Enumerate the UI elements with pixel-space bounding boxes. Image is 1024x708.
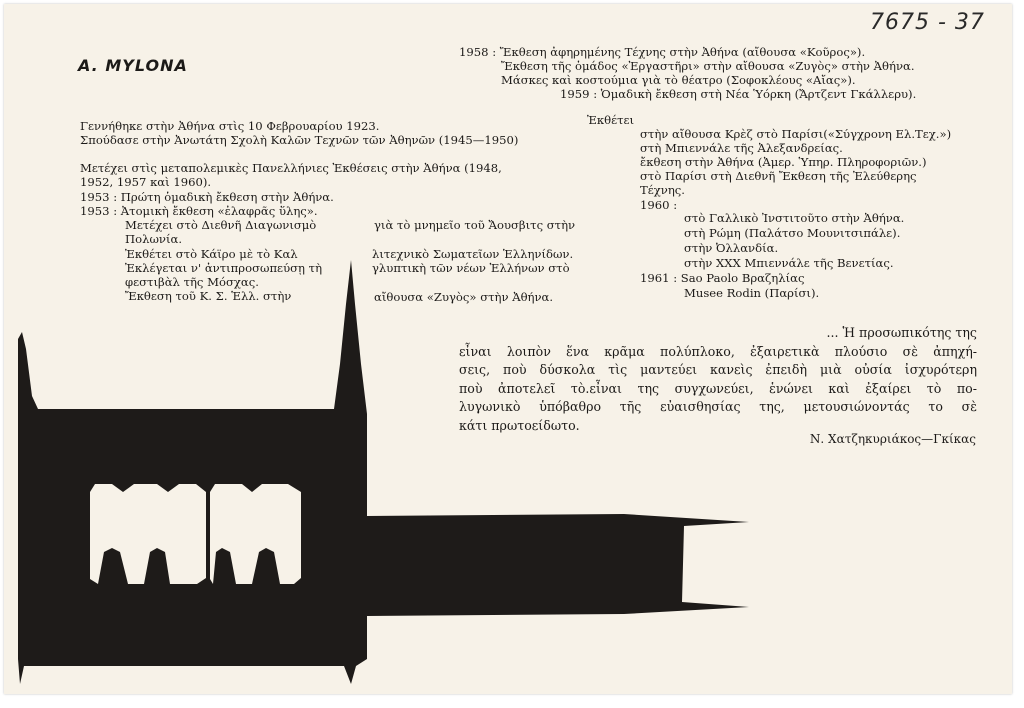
right-col-line: Musee Rodin (Παρίσι). <box>684 286 820 300</box>
left-col-line: λιτεχνικὸ Σωματεῖων Ἑλληνίδων. <box>372 247 574 261</box>
catalog-page <box>4 4 1012 694</box>
right-col-line: στὴ Ρώμη (Παλάτσο Μουνιτσιπάλε). <box>684 226 901 240</box>
right-col-line: στὸ Γαλλικὸ Ἰνστιτοῦτο στὴν Ἀθήνα. <box>684 211 905 225</box>
artist-name: A. MYLONA <box>78 56 188 75</box>
essay-line: κάτι πρωτοείδωτο. <box>459 417 580 433</box>
right-col-line: στὴν αἴθουσα Κρὲζ στὸ Παρίσι(«Σύγχρονη Ελ.Τεχ.») <box>640 127 952 141</box>
left-col-line: Ἐκθέτει στὸ Κάϊρο μὲ τὸ Καλ <box>125 247 298 261</box>
right-col-line: Μάσκες καὶ κοστούμια γιὰ τὸ θέατρο (Σοφοκλέους «Αἴας»). <box>501 73 856 87</box>
essay-line: εἶναι λοιπὸν ἕνα κρᾶμα πολύπλοκο, ἐξαιρετικὰ πλούσιο σὲ ἀπηχή- <box>459 343 977 359</box>
handwritten-note: 7675 - 37 <box>870 10 985 35</box>
right-col-line: στὴν XXX Μπιεννάλε τῆς Βενετίας. <box>684 256 894 270</box>
left-col-line: γλυπτικὴ τῶν νέων Ἑλλήνων στὸ <box>372 261 570 275</box>
left-col-line: 1953 : Πρώτη ὁμαδικὴ ἔκθεση στὴν Ἀθήνα. <box>80 190 334 204</box>
left-col-line: Μετέχει στὶς μεταπολεμικὲς Πανελλήνιες Ἐκθέσεις στὴν Ἀθήνα (1948, <box>80 161 502 175</box>
left-col-line: Σπούδασε στὴν Ἀνωτάτη Σχολὴ Καλῶν Τεχνῶν τῶν Ἀθηνῶν (1945—1950) <box>80 133 519 147</box>
right-col-line: Ἐκθέτει <box>587 113 635 127</box>
left-col-line: Πολωνία. <box>125 232 183 246</box>
left-col-line: Ἐκλέγεται ν' ἀντιπροσωπεύσῃ τὴ <box>125 261 323 275</box>
right-col-line: ἔκθεση στὴν Ἀθήνα (Ἀμερ. Ὑπηρ. Πληροφοριῶν.) <box>640 155 927 169</box>
right-col-line: 1958 : Ἔκθεση ἀφηρημένης Τέχνης στὴν Ἀθήνα (αἴθουσα «Κοῦρος»). <box>459 45 866 59</box>
left-col-line: 1953 : Ἀτομικὴ ἔκθεση «ἐλαφρᾶς ὕλης». <box>80 204 318 218</box>
left-col-line: 1952, 1957 καὶ 1960). <box>80 175 212 189</box>
right-col-line: 1960 : <box>640 198 678 212</box>
left-col-line: γιὰ τὸ μνημεῖο τοῦ Ἄουσβιτς στὴν <box>374 218 576 232</box>
right-col-line: 1959 : Ὁμαδικὴ ἔκθεση στὴ Νέα Ὑόρκη (Ἄρτζεντ Γκάλλερυ). <box>560 87 917 101</box>
essay-author: Ν. Χατζηκυριάκος—Γκίκας <box>809 432 976 446</box>
left-col-line: αἴθουσα «Ζυγὸς» στὴν Ἀθήνα. <box>374 290 554 304</box>
essay-line: ποὺ ἀποτελεῖ τὸ.εἶναι της συγχωνεύει, ἑνώνει καὶ ἐξαίρει τὸ πο- <box>459 380 977 396</box>
left-col-line: Ἔκθεση τοῦ Κ. Σ. Ἑλλ. στὴν <box>125 289 292 303</box>
right-col-line: στὸ Παρίσι στὴ Διεθνῆ Ἔκθεση τῆς Ἐλεύθερης <box>640 169 917 183</box>
right-col-line: Ἔκθεση τῆς ὁμάδος «Ἐργαστῆρι» στὴν αἴθουσα «Ζυγὸς» στὴν Ἀθήνα. <box>501 59 915 73</box>
left-col-line: Γεννήθηκε στὴν Ἀθήνα στὶς 10 Φεβρουαρίου 1923. <box>80 119 380 133</box>
essay-line: σεις, ποὺ δύσκολα τὶς μαντεύει κανεὶς ἐπειδὴ μιὰ οὐσία ἰσχυρότερη <box>459 362 977 378</box>
essay-line: λυγωνικὸ ὑπόβαθρο τῆς εὐαισθησίας της, μετουσιώνοντάς το σὲ <box>459 399 977 415</box>
essay-quote <box>459 324 977 436</box>
essay-line: ... Ἡ προσωπικότης της <box>826 325 977 340</box>
right-col-line: 1961 : Sao Paolo Βραζηλίας <box>640 271 805 285</box>
right-col-line: στὴν Ὀλλανδία. <box>684 241 779 255</box>
right-col-line: Τέχνης. <box>640 183 685 197</box>
right-col-line: στὴ Μπιεννάλε τῆς Ἀλεξανδρείας. <box>640 141 843 155</box>
left-col-line: Μετέχει στὸ Διεθνῆ Διαγωνισμὸ <box>125 218 317 232</box>
left-col-line: φεστιβὰλ τῆς Μόσχας. <box>125 275 259 289</box>
